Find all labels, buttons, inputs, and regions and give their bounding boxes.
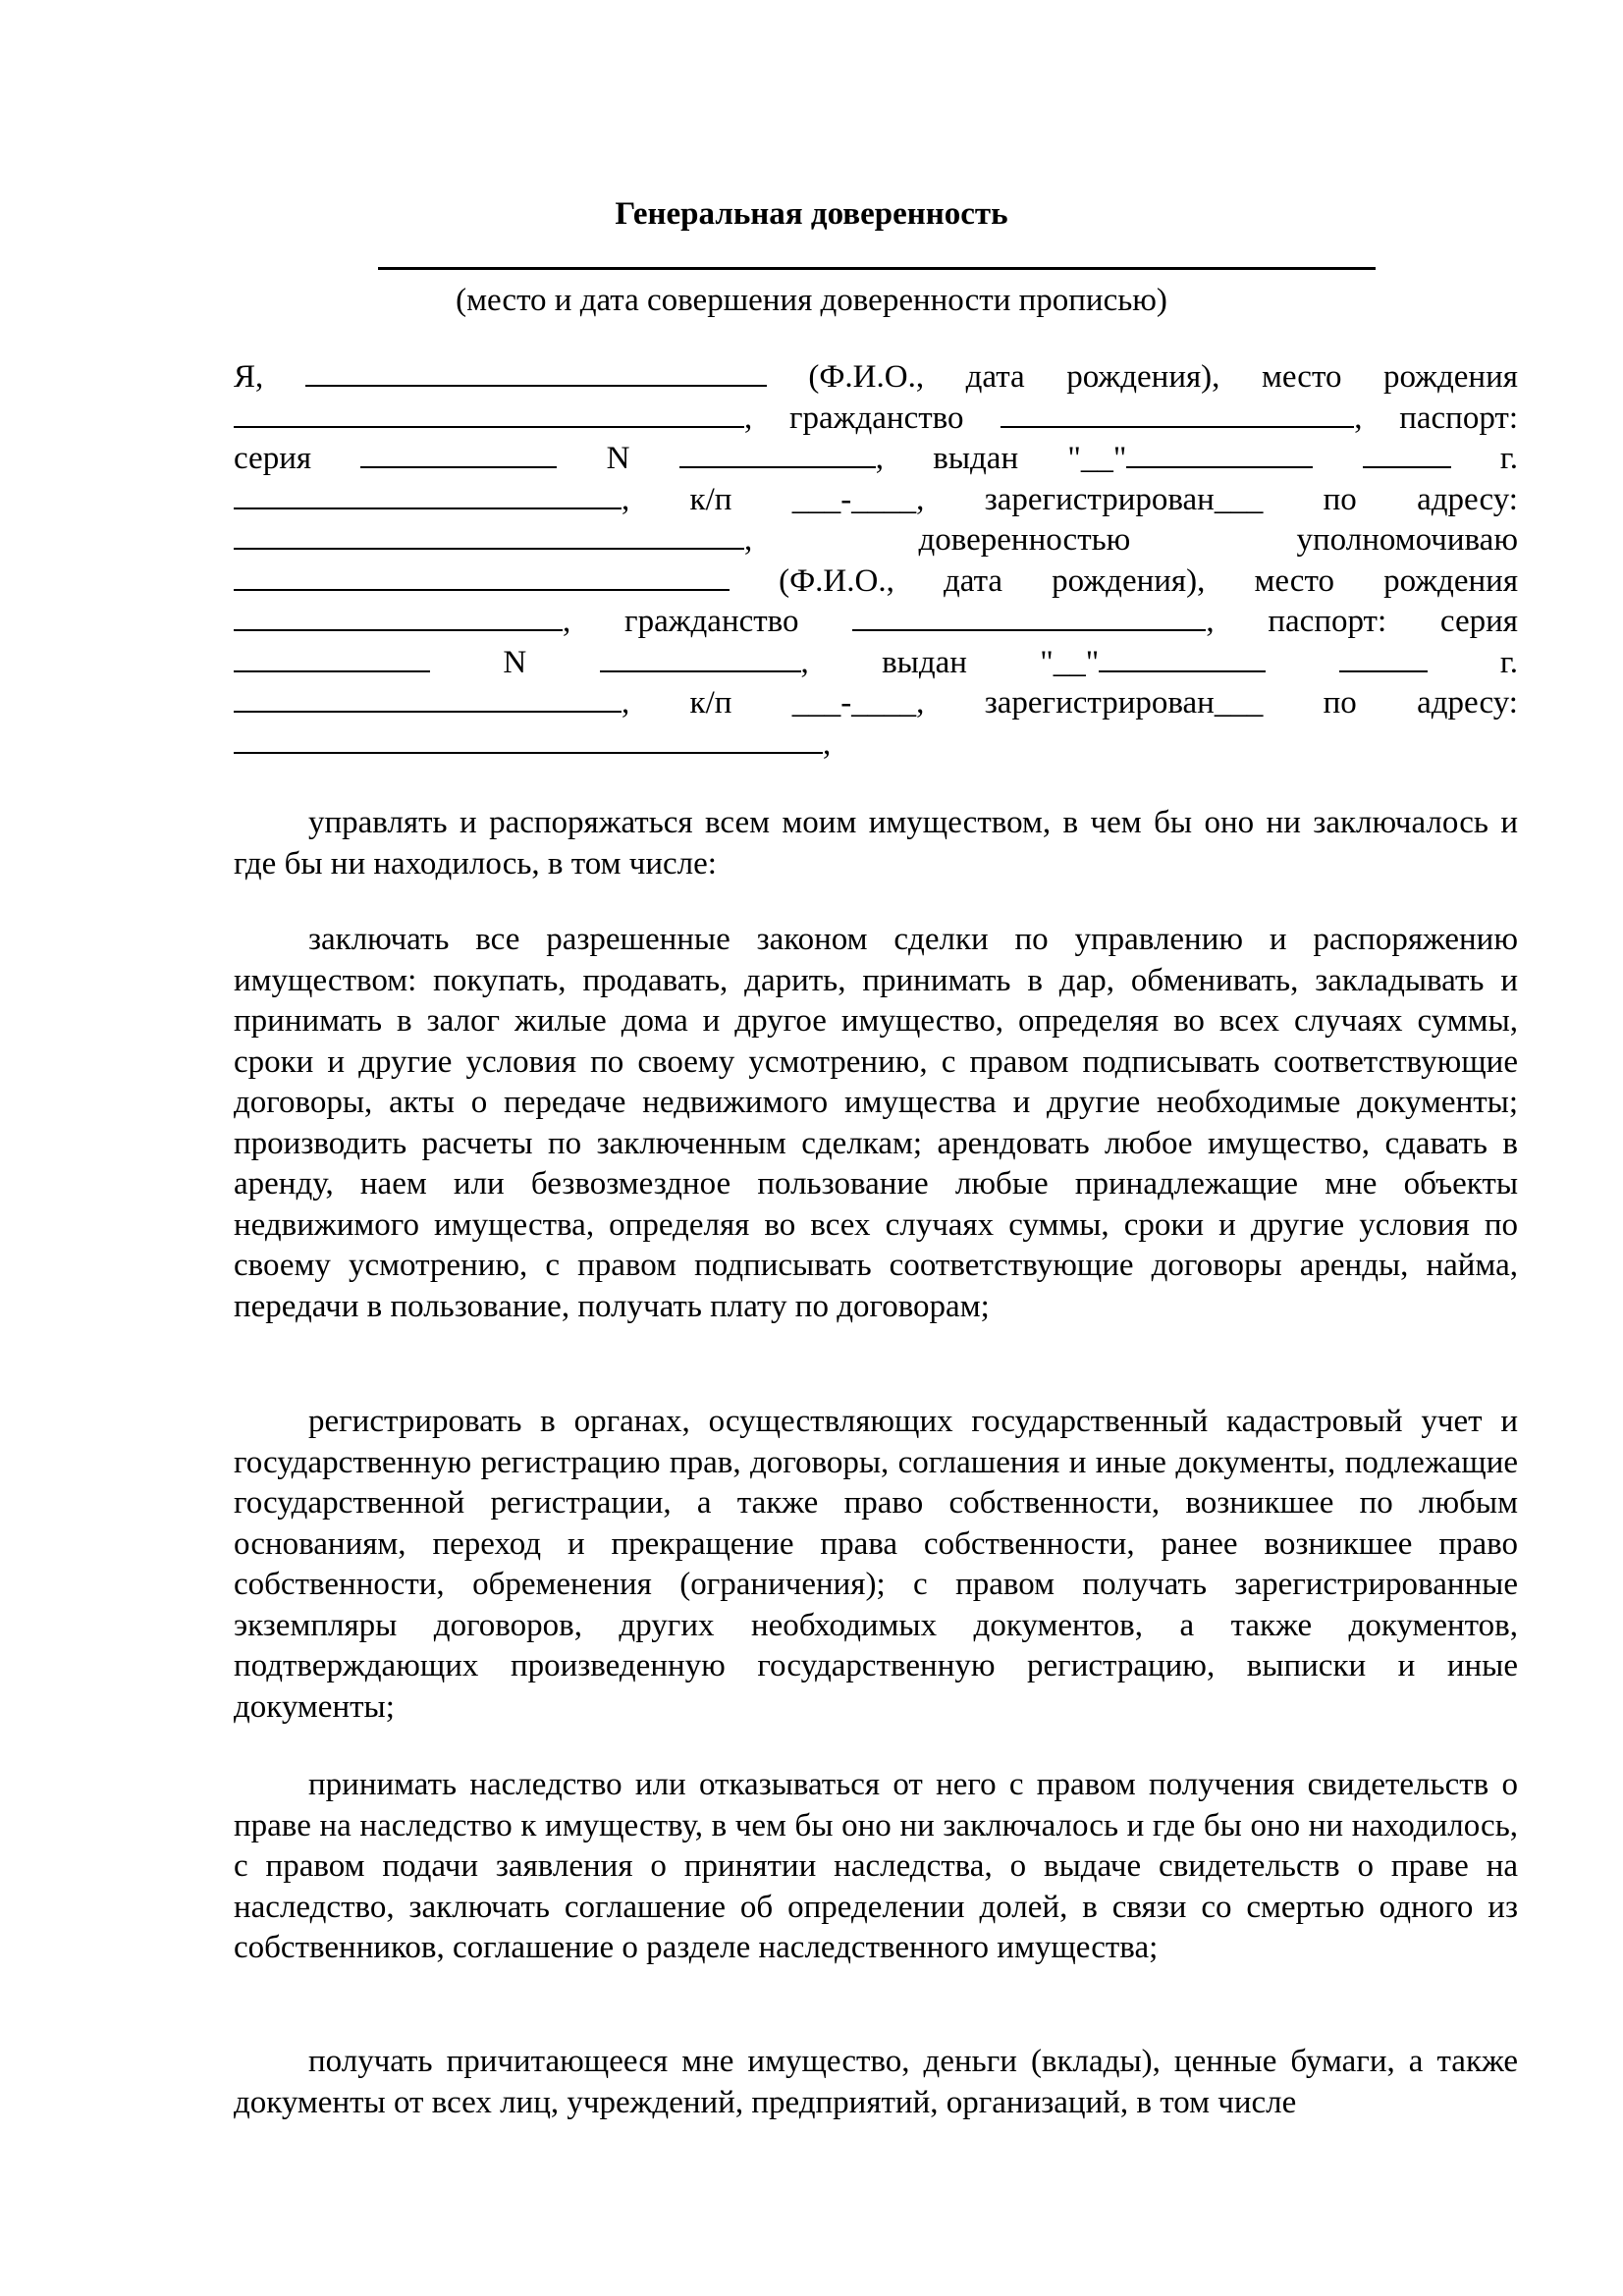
form-token: уполномочиваю: [1296, 522, 1518, 558]
form-token: [234, 641, 430, 684]
place-date-caption: (место и дата совершения доверенности прописью): [456, 283, 1167, 318]
powers-inheritance: [234, 1765, 1518, 1969]
form-token: ,: [852, 600, 1214, 643]
form-token: дата: [943, 562, 1003, 599]
form-line: [234, 641, 1518, 682]
powers-receive-property: [234, 2042, 1518, 2123]
fill-in-blank[interactable]: [679, 437, 876, 468]
form-token: к/п: [689, 685, 732, 721]
form-token: ,: [234, 681, 629, 724]
form-token: г.: [1499, 441, 1518, 476]
powers-intro: [234, 803, 1518, 884]
form-token: место: [1261, 359, 1342, 395]
form-token: [234, 560, 730, 603]
form-token: серия: [234, 441, 312, 476]
form-token: дата: [965, 359, 1025, 395]
form-token: зарегистрирован___: [984, 685, 1264, 721]
fill-in-blank[interactable]: [234, 518, 744, 550]
form-token: ,: [234, 397, 752, 440]
fill-in-blank[interactable]: [1339, 641, 1428, 672]
fill-in-blank[interactable]: [360, 437, 557, 468]
form-line: [234, 518, 1518, 560]
fill-in-blank[interactable]: [234, 478, 622, 509]
fill-in-blank[interactable]: [1363, 437, 1451, 468]
form-token: рождения: [1383, 562, 1518, 599]
form-token: по: [1323, 481, 1357, 517]
fill-in-blank[interactable]: [234, 722, 823, 754]
form-line: [234, 722, 1518, 764]
form-token: зарегистрирован___: [984, 481, 1264, 517]
form-token: к/п: [689, 481, 732, 517]
form-token: серия: [1439, 604, 1518, 639]
form-token: ,: [600, 641, 809, 684]
form-token: ,: [234, 722, 831, 766]
paragraph: заключать все разрешенные законом сделки по управлению и распоряжению имуществом: покупать, продавать, дарить, принимать в дар, обменивать, закладывать и принимать в залог жилые дома и другое имущество, определяя во всех случаях суммы, сроки и другие условия по своему усмотрению, с правом подписывать соответствующие договоры, акты о передаче недвижимого имущества и другие необходимые документы; производить расчеты по заключенным сделкам; арендовать любое имущество, сдавать в аренду, наем или безвозмездное пользование любые принадлежащие мне объекты недвижимого имущества, определяя во всех случаях суммы, сроки и другие условия по своему усмотрению, с правом подписывать соответствующие договоры аренды, найма, передачи в пользование, получать плату по договорам;: [234, 922, 1518, 1324]
form-token: ,: [234, 478, 629, 521]
form-token: [1363, 437, 1451, 480]
form-token: гражданство: [624, 604, 799, 639]
form-token: "__": [1067, 437, 1313, 480]
form-line: [234, 560, 1518, 601]
form-token: выдан: [933, 441, 1019, 476]
form-token: рождения: [1383, 359, 1518, 395]
powers-registration: [234, 1402, 1518, 1728]
principal-details: [234, 355, 1518, 518]
fill-in-blank[interactable]: [1126, 437, 1313, 468]
form-token: (Ф.И.О.,: [779, 562, 894, 599]
form-line: [234, 681, 1518, 722]
fill-in-blank[interactable]: [600, 641, 801, 672]
form-token: рождения),: [1052, 562, 1206, 599]
paragraph: регистрировать в органах, осуществляющих государственный кадастровый учет и государственную регистрацию прав, договоры, соглашения и иные документы, подлежащие государственной регистрации, а также право собственности, возникшее по любым основаниям, переход и прекращение права собственности, ранее возникшее право собственности, обременения (ограничения); с правом получать зарегистрированные экземпляры договоров, других необходимых документов, а также документов, подтверждающих произведенную государственную регистрацию, выписки и иные документы;: [234, 1404, 1518, 1725]
agent-details: [234, 518, 1518, 763]
form-token: г.: [1499, 644, 1518, 680]
form-token: паспорт:: [1399, 400, 1518, 436]
form-token: выдан: [882, 644, 967, 680]
paragraph: принимать наследство или отказываться от него с правом получения свидетельств о праве на наследство к имуществу, в чем бы оно ни заключалось и где бы оно ни находилось, с правом подачи заявления о принятии наследства, о выдаче свидетельств о праве на наследство, заключать соглашение об определении долей, в связи со смертью одного из собственников, соглашение о разделе наследственного имущества;: [234, 1767, 1518, 1965]
form-token: рождения),: [1066, 359, 1220, 395]
form-token: паспорт:: [1268, 604, 1387, 639]
form-token: [360, 437, 557, 480]
document-title: Генеральная доверенность: [615, 196, 1008, 232]
paragraph: управлять и распоряжаться всем моим имуществом, в чем бы оно ни заключалось и где бы ни находилось, в том числе:: [234, 805, 1518, 881]
form-token: ,: [679, 437, 884, 480]
form-token: по: [1323, 685, 1357, 721]
form-token: гражданство: [788, 400, 964, 436]
form-token: ,: [234, 600, 570, 643]
fill-in-blank[interactable]: [1099, 641, 1266, 672]
form-token: [305, 355, 767, 399]
form-token: место: [1254, 562, 1334, 599]
fill-in-blank[interactable]: [1001, 397, 1354, 428]
form-token: адресу:: [1417, 685, 1518, 721]
form-line: [234, 397, 1518, 438]
form-token: ,: [1001, 397, 1362, 440]
form-token: ___-____,: [791, 685, 925, 721]
form-token: N: [606, 441, 630, 476]
form-token: N: [503, 644, 527, 680]
form-line: [234, 600, 1518, 641]
form-line: [234, 478, 1518, 519]
form-line: [234, 437, 1518, 478]
form-token: ___-____,: [791, 481, 925, 517]
fill-in-blank[interactable]: [234, 560, 730, 591]
fill-in-blank[interactable]: [234, 397, 744, 428]
form-token: "__": [1040, 641, 1266, 684]
fill-in-blank[interactable]: [852, 600, 1206, 631]
fill-in-blank[interactable]: [305, 355, 767, 387]
form-token: Я,: [234, 359, 264, 395]
form-line: [234, 355, 1518, 397]
form-token: доверенностью: [918, 522, 1131, 558]
fill-in-blank[interactable]: [234, 600, 563, 631]
form-token: ,: [234, 518, 752, 561]
fill-in-blank[interactable]: [234, 641, 430, 672]
powers-transactions: [234, 920, 1518, 1327]
place-date-blank-line: [378, 267, 1376, 270]
form-token: (Ф.И.О.,: [808, 359, 925, 395]
form-token: адресу:: [1417, 481, 1518, 517]
form-token: [1339, 641, 1428, 684]
fill-in-blank[interactable]: [234, 681, 622, 713]
paragraph: получать причитающееся мне имущество, деньги (вклады), ценные бумаги, а также документы от всех лиц, учреждений, предприятий, организаций, в том числе: [234, 2044, 1518, 2120]
